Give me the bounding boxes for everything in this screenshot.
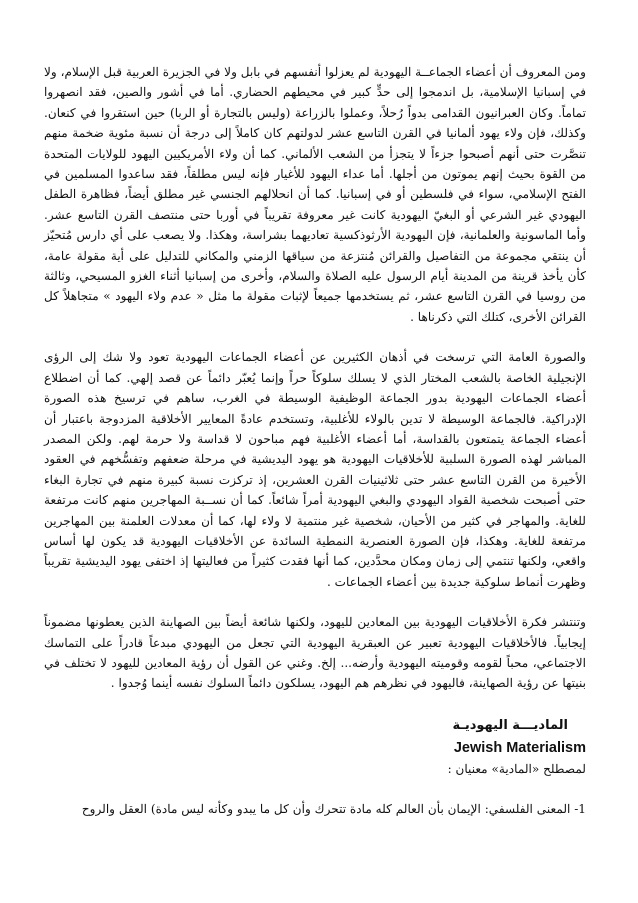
- paragraph-spacer: [44, 327, 586, 347]
- paragraph-1: ومن المعروف أن أعضاء الجماعــة اليهودية لم يعزلوا أنفسهم في بابل ولا في الجزيرة العربية قبل الإسلام، ولا في إسبانيا الإسلامية، بل اندمجوا إلى حدٍّ كبير في محيطهم الحضاري. أما في أشور والصين، فقد انصهروا تماماً. وكان العبرانيون القدامى بدواً رُحلاً، وعملوا بالزراعة (وليس بالتجارة أو الربا) حين استقروا في كنعان. وكذلك، فإن ولاء يهود ألمانيا في القرن التاسع عشر لدولتهم كان كاملاً إلى درجة أن نسبة مئوية ضخمة منهم تنصَّرت حتى أنهم أصبحوا جزءاً لا يتجزأ من الشعب الألماني. كما أن ولاء الأمريكيين اليهود للولايات المتحدة من القوة بحيث إنهم يموتون من أجلها. أما عداء اليهود للأغيار فإنه ليس مطلقاً، فقد ساعدوا المسلمين في الفتح الإسلامي، سواء في فلسطين أو في إسبانيا. كما أن انحلالهم الجنسي غير مطلق أيضاً، فظاهرة الطفل اليهودي غير الشرعي أو البغيّ اليهودية كانت غير معروفة تقريباً في أوربا حتى منتصف القرن التاسع عشر. وأما الماسونية والعلمانية، فإن اليهودية الأرثوذكسية تعاديهما بشراسة، وهكذا. ولا يصعب على أي دارس مُتحيّز أن ينتقي مجموعة من التفاصيل والقرائن مُنتزعة من سياقها الزمني والمكاني للتدليل على أية مقولة عامة، كأن يأخذ قرينة من المدينة أيام الرسول عليه الصلاة والسلام، وأخرى من إسبانيا أثناء الغزو المسيحي، وثالثة من روسيا في القرن التاسع عشر، ثم يستخدمها جميعاً لإثبات مقولة ما مثل « عدم ولاء اليهود » متجاهلاً كل القرائن الأخرى، كتلك التي ذكرناها .: [43, 65, 586, 324]
- paragraph-spacer: [44, 592, 586, 612]
- section-title-english: Jewish Materialism: [453, 739, 586, 756]
- section-spacer: [44, 779, 586, 799]
- paragraph-3: وتنتشر فكرة الأخلاقيات اليهودية بين المعادين لليهود، ولكنها شائعة أيضاً بين الصهاينة الذين يعطونها مضموناً إيجابياً. فالأخلاقيات اليهودية تعبير عن العبقرية اليهودية التي تجعل من اليهودي مبدعاً قادراً على التماسك الاجتماعي، محباً لقومه وقوميته اليهودية وأرضه... إلخ. وغني عن القول أن رؤية المعادين لليهود لا تختلف في بنيتها عن رؤية الصهاينة، فاليهود في نظرهم هم اليهود، يسلكون دائماً السلوك نفسه أينما وُجدوا .: [44, 615, 586, 691]
- definition-item-1: 1- المعنى الفلسفي: الإيمان بأن العالم كله مادة تتحرك وأن كل ما يبدو وكأنه ليس مادة) العقل والروح: [81, 801, 586, 816]
- paragraph-2: والصورة العامة التي ترسخت في أذهان الكثيرين عن أعضاء الجماعات اليهودية تعود ولا شك إلى الرؤى الإنجيلية الخاصة بالشعب المختار الذي لا يسلك سلوكاً حراً وإنما يُعبّر دائماً عن قصد إلهي. كما أن اضطلاع أعضاء الجماعات اليهودية بدور الجماعة الوظيفية الوسيطة في الغرب، ساهم في ترسيخ هذه الصورة الإدراكية. فالجماعة الوسيطة لا تدين بالولاء للأغلبية، وتستخدم عادةً المعايير الأخلاقية المزدوجة باعتبار أن أعضاء الجماعة يتمتعون بالقداسة، أما أعضاء الأغلبية فهم مباحون لا قداسة ولا حرمة لهم. ولكن المصدر المباشر لهذه الصورة السلبية للأخلاقيات اليهودية هو يهود اليديشية في مرحلة ضعفهم وتفسُّخهم في العقود الأخيرة من القرن التاسع عشر حتى ثلاثينيات القرن العشرين، إذ تركزت نسبة كبيرة منهم في تجارة البغاء حتى أصبحت شخصية القواد اليهودي والبغي اليهودية أمراً شائعاً. كما أن نســبة المهاجرين منهم كانت مرتفعة للغاية. والمهاجر في كثير من الأحيان، شخصية غير منتمية لا ولاء لها، كما أن معدلات العلمنة بين المهاجرين مرتفعة للغاية. وهكذا، فإن الصورة العنصرية النمطية السائدة عن الأخلاقيات اليهودية قد يكون لها أساس واقعي، ولكنها تنتمي إلى زمان ومكان محدَّدين، كما أنها فقدت كثيراً من فعاليتها إذ اختفى يهود اليديشية تقريباً وظهرت أنماط سلوكية جديدة بين أعضاء الجماعات .: [44, 350, 586, 589]
- section-spacer: [44, 694, 586, 716]
- term-intro-line: لمصطلح «المادية» معنيان :: [447, 761, 586, 776]
- section-title-arabic: الماديـــة اليهوديـة: [452, 717, 568, 733]
